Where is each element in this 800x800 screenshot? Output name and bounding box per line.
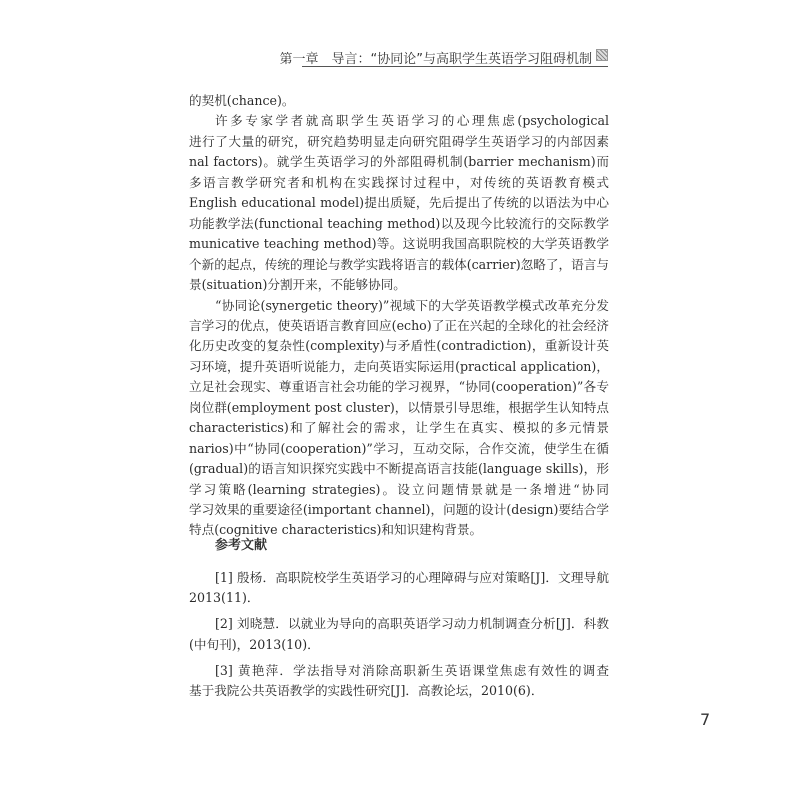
body-line: 景(situation)分割开来，不能够协同。 [189, 277, 406, 293]
body-line: 进行了大量的研究，研究趋势明显走向研究阻碍学生英语学习的内部因素 [189, 133, 609, 149]
body-line: 功能教学法(functional teaching method)以及现今比较流行的交际教学 [189, 215, 609, 231]
reference-line: 2013(11)． [189, 590, 260, 605]
body-line: municative teaching method)等。这说明我国高职院校的大学英语教学 [189, 236, 609, 252]
reference-line: [1] 殷杨．高职院校学生英语学习的心理障碍与应对策略[J]．文理导航 [215, 570, 609, 585]
chapter-ornament-icon [596, 49, 608, 61]
reference-line: (中旬刊)，2013(10)． [189, 637, 320, 652]
body-line: 学习策略(learning strategies)。设立问题情景就是一条增进“协同 [189, 481, 609, 497]
body-line: 习环境，提升英语听说能力，走向英语实际运用(practical application)， [189, 358, 609, 374]
body-line: “协同论(synergetic theory)”视域下的大学英语教学模式改革充分发 [215, 297, 609, 313]
body-line: 多语言教学研究者和机构在实践探讨过程中，对传统的英语教育模式 [189, 174, 609, 190]
body-line: English educational model)提出质疑，先后提出了传统的以语法为中心 [189, 195, 609, 211]
reference-line: [3] 黄艳萍．学法指导对消除高职新生英语课堂焦虑有效性的调查 [215, 663, 609, 678]
body-line: 化历史改变的复杂性(complexity)与矛盾性(contradiction)，重新设计英 [189, 338, 609, 354]
chapter-title: 第一章 导言：“协同论”与高职学生英语学习阻碍机制 [279, 52, 592, 67]
running-header [279, 46, 608, 67]
body-line: 岗位群(employment post cluster)，以情景引导思维，根据学生认知特点 [189, 399, 609, 415]
reference-line: 基于我院公共英语教学的实践性研究[J]．高教论坛，2010(6)． [189, 683, 544, 698]
reference-line: [2] 刘晓慧．以就业为导向的高职英语学习动力机制调查分析[J]．科教 [215, 616, 609, 631]
body-line: 学习效果的重要途径(important channel)，问题的设计(design)要结合学 [189, 502, 609, 517]
body-line: 的契机(chance)。 [189, 93, 295, 108]
body-line: 特点(cognitive characteristics)和知识建构背景。 [189, 522, 483, 538]
body-line: 个新的起点，传统的理论与教学实践将语言的载体(carrier)忽略了，语言与 [189, 256, 609, 272]
body-line: nal factors)。就学生英语学习的外部阻碍机制(barrier mechanism)而 [189, 154, 609, 170]
body-line: characteristics)和了解社会的需求，让学生在真实、模拟的多元情景 [189, 420, 609, 436]
body-line: 许多专家学者就高职学生英语学习的心理焦虑(psychological [215, 113, 609, 129]
references-heading: 参考文献 [215, 538, 268, 553]
body-line: narios)中“协同(cooperation)”学习，互动交际，合作交流，使学生在循 [189, 440, 609, 456]
body-line: 立足社会现实、尊重语言社会功能的学习视界，“协同(cooperation)”各专 [189, 379, 609, 395]
body-line: 言学习的优点，使英语语言教育回应(echo)了正在兴起的全球化的社会经济 [189, 317, 609, 333]
page-number: 7 [700, 710, 711, 729]
body-line: (gradual)的语言知识探究实践中不断提高语言技能(language skills)，形 [189, 461, 609, 477]
